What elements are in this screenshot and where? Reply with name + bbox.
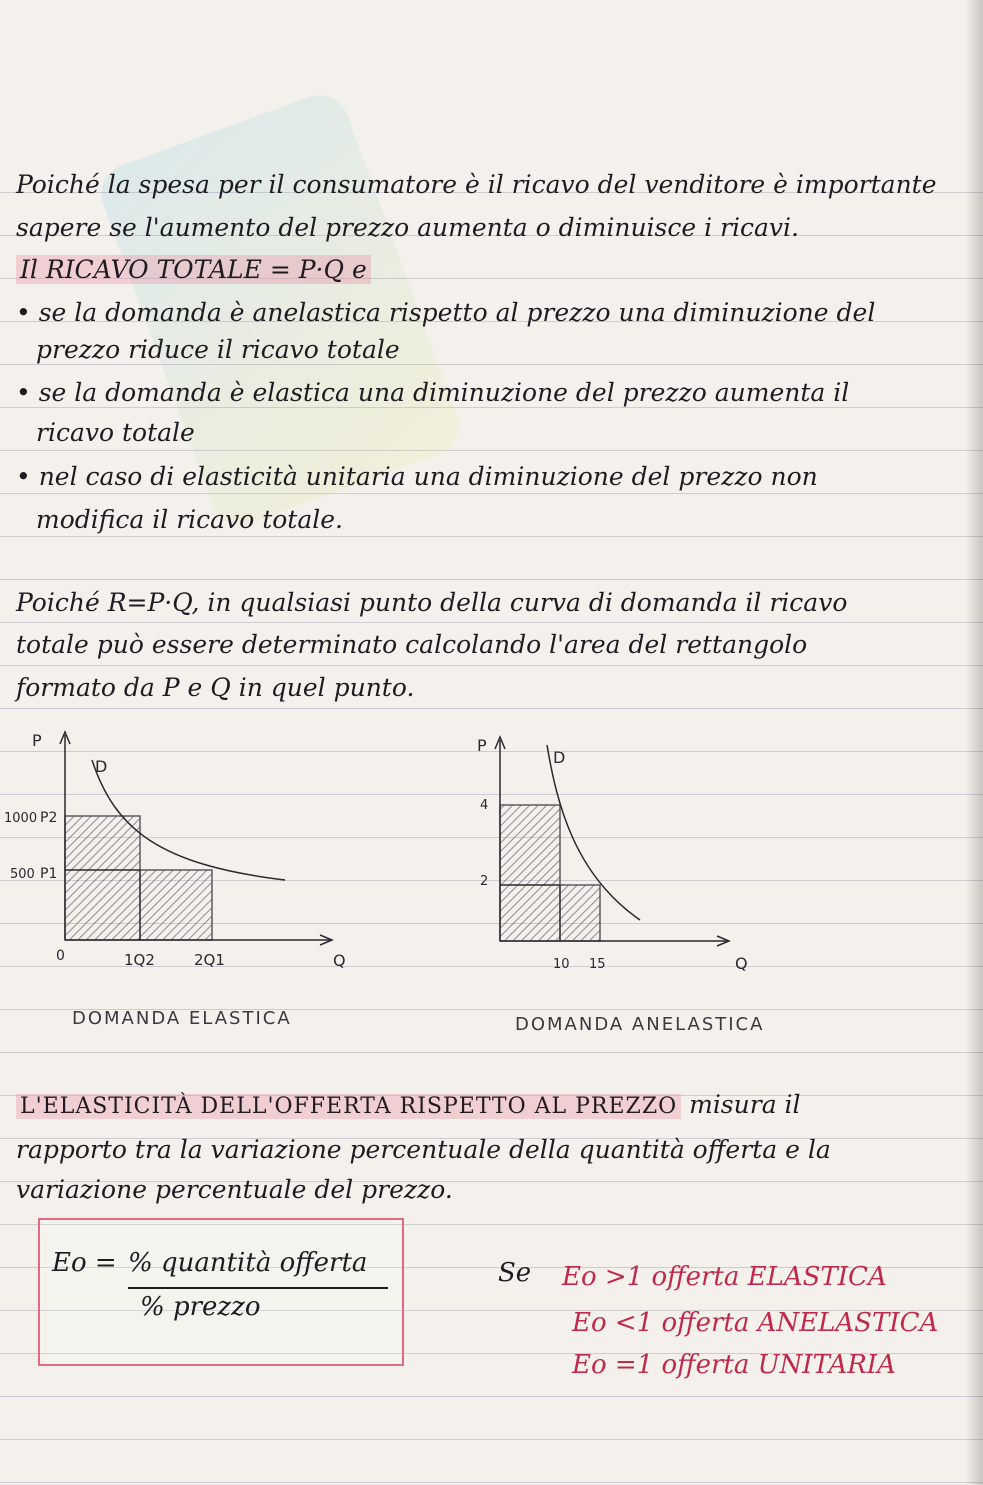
- right-rect-high: [500, 805, 560, 941]
- left-rect-p1q1: [140, 870, 212, 940]
- supply-elasticity-heading: L'ELASTICITÀ DELL'OFFERTA RISPETTO AL PREZZO: [16, 1094, 681, 1119]
- p1-line-6: • se la domanda è elastica una diminuzione del prezzo aumenta il: [16, 378, 850, 407]
- p1-line-2: sapere se l'aumento del prezzo aumenta o diminuisce i ricavi.: [16, 213, 799, 242]
- right-q-low: 10: [553, 957, 570, 972]
- right-rect-low: [560, 885, 600, 941]
- condition-elastic: [562, 1262, 887, 1292]
- right-x-axis-label: Q: [735, 954, 748, 973]
- p1-line-3: [16, 255, 371, 285]
- p1-line-1: Poiché la spesa per il consumatore è il ricavo del venditore è importante: [16, 170, 937, 199]
- condition-unitary-expr: Eo =1: [572, 1350, 654, 1380]
- ricavo-totale-highlight: Il RICAVO TOTALE = P·Q e: [16, 255, 371, 284]
- left-x-axis-label: Q: [333, 951, 346, 970]
- left-y-axis-label: P: [32, 731, 42, 750]
- caption-elastic: DOMANDA ELASTICA: [72, 1008, 292, 1029]
- condition-inelastic: [572, 1308, 938, 1338]
- graph-elastic-demand: [0, 720, 380, 980]
- p1-line-5: prezzo riduce il ricavo totale: [36, 335, 400, 364]
- condition-inelastic-text: offerta ANELASTICA: [661, 1308, 939, 1338]
- p1-line-9: modifica il ricavo totale.: [36, 505, 343, 534]
- formula-lhs: Eo =: [52, 1248, 117, 1278]
- left-q2-label: 1Q2: [124, 951, 155, 969]
- right-y-axis-label: P: [477, 736, 487, 755]
- left-q1-label: 2Q1: [194, 951, 225, 969]
- p3-line-1-rest: misura il: [689, 1090, 801, 1119]
- right-p-high: 4: [480, 798, 489, 813]
- p3-line-2: rapporto tra la variazione percentuale della quantità offerta e la: [16, 1135, 831, 1164]
- condition-elastic-text: offerta ELASTICA: [651, 1262, 887, 1292]
- left-p1-value: 500: [10, 867, 35, 882]
- left-p2-value: 1000: [4, 811, 38, 826]
- left-p2-label: P2: [40, 810, 58, 826]
- formula-numerator: % quantità offerta: [128, 1248, 368, 1278]
- p2-line-2: totale può essere determinato calcolando l'area del rettangolo: [16, 630, 808, 659]
- condition-inelastic-expr: Eo <1: [572, 1308, 654, 1338]
- condition-unitary: [572, 1350, 896, 1380]
- right-p-low: 2: [480, 874, 489, 889]
- p3-line-1: [16, 1090, 801, 1122]
- right-curve-label: D: [553, 748, 566, 767]
- left-p1-label: P1: [40, 866, 58, 882]
- fraction-bar: [128, 1287, 388, 1289]
- p1-line-7: ricavo totale: [36, 418, 195, 447]
- p2-line-1: Poiché R=P·Q, in qualsiasi punto della curva di domanda il ricavo: [16, 588, 848, 617]
- left-curve-label: D: [95, 757, 108, 776]
- p3-line-3: variazione percentuale del prezzo.: [16, 1175, 453, 1204]
- formula-denominator: % prezzo: [140, 1292, 261, 1322]
- page-edge-shadow: [965, 0, 983, 1485]
- right-q-high: 15: [589, 957, 606, 972]
- p1-line-8: • nel caso di elasticità unitaria una diminuzione del prezzo non: [16, 462, 818, 491]
- left-rect-p2q2: [65, 816, 140, 940]
- condition-elastic-expr: Eo >1: [562, 1262, 644, 1292]
- conditions-intro: Se: [498, 1258, 532, 1288]
- p2-line-3: formato da P e Q in quel punto.: [16, 673, 415, 702]
- graph-inelastic-demand: [465, 725, 765, 985]
- left-origin: 0: [56, 948, 65, 964]
- condition-unitary-text: offerta UNITARIA: [661, 1350, 896, 1380]
- caption-inelastic: DOMANDA ANELASTICA: [515, 1014, 765, 1035]
- p1-line-4: • se la domanda è anelastica rispetto al prezzo una diminuzione del: [16, 298, 876, 327]
